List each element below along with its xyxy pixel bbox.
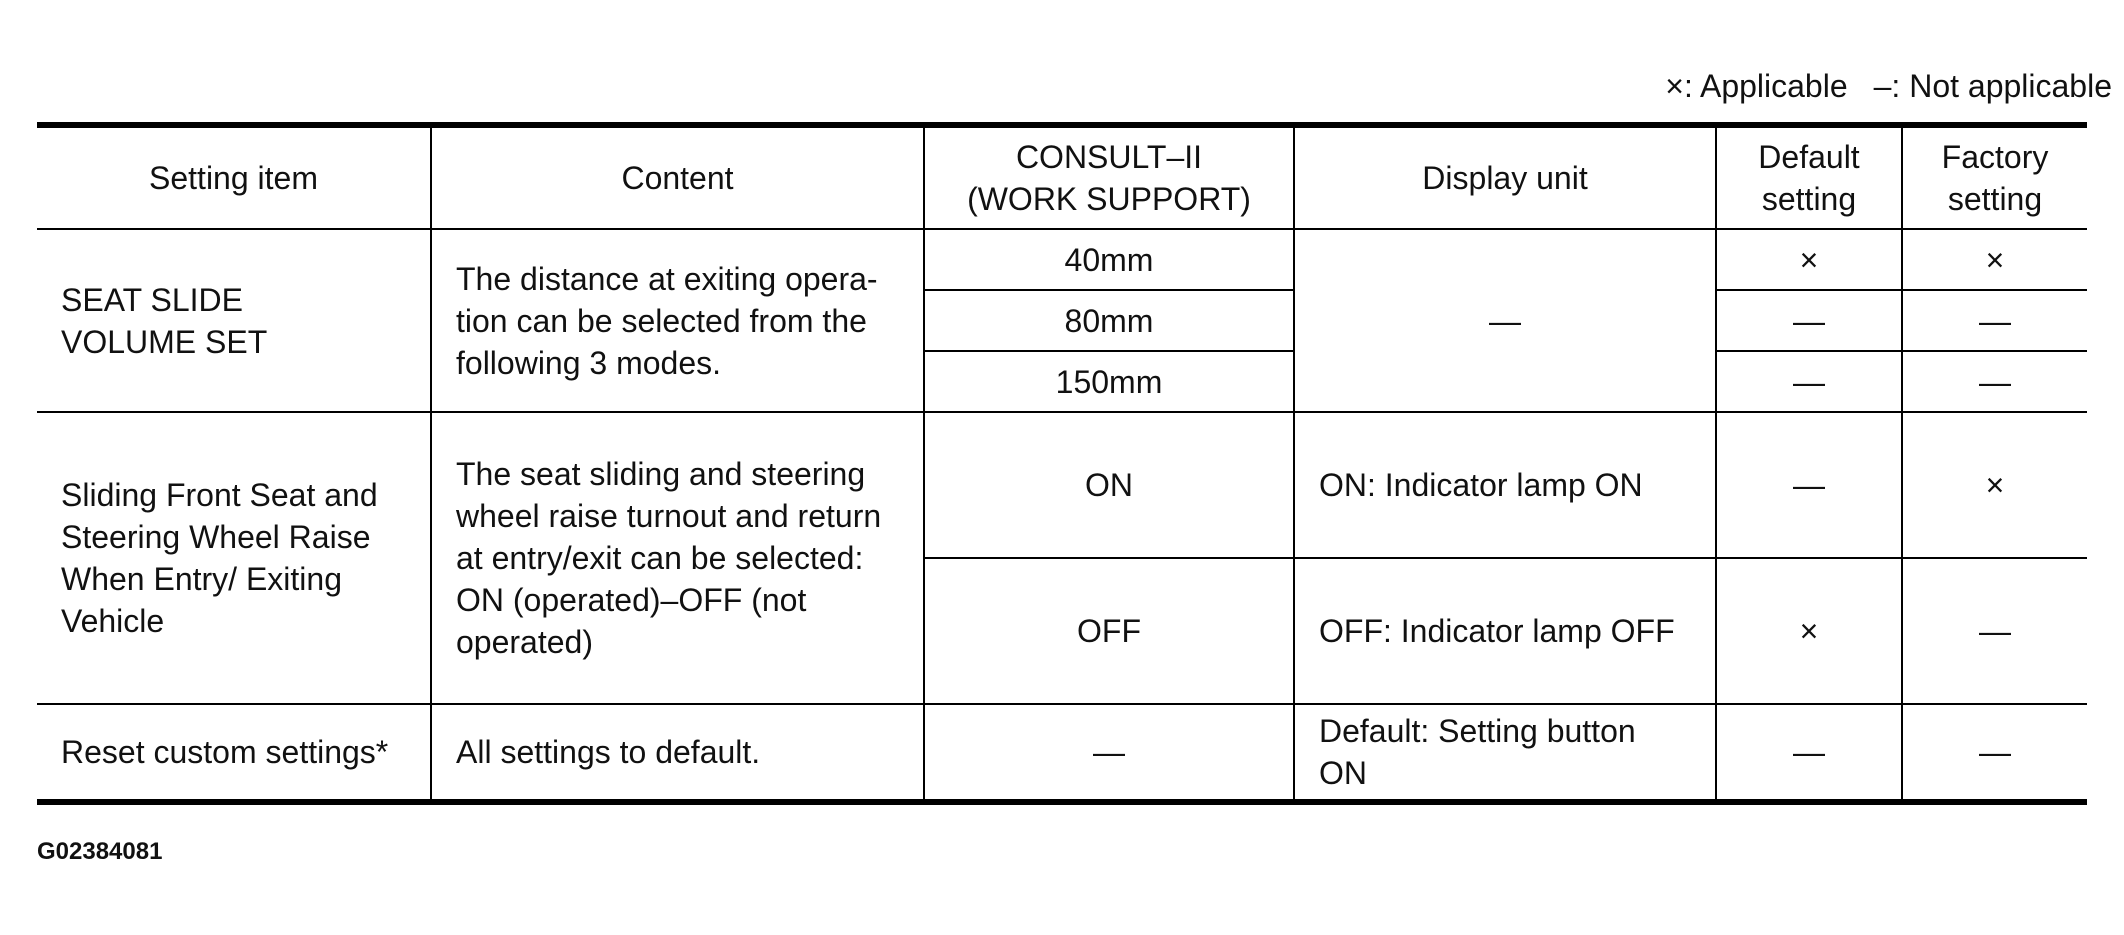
consult-value: OFF	[924, 558, 1294, 704]
consult-value: 80mm	[924, 290, 1294, 351]
factory-setting-mark: ×	[1902, 229, 2087, 290]
consult-value: 150mm	[924, 351, 1294, 412]
default-setting-mark: ×	[1716, 229, 1902, 290]
table-row	[37, 704, 2087, 802]
setting-item-sliding-front-seat: Sliding Front Seat and Steering Wheel Raise When Entry/ Exiting Vehicle	[37, 412, 431, 704]
content-reset: All settings to default.	[431, 704, 924, 802]
display-unit-seat-slide: —	[1294, 229, 1716, 412]
header-default-setting: Default setting	[1716, 125, 1902, 229]
consult-value: 40mm	[924, 229, 1294, 290]
header-display-unit: Display unit	[1294, 125, 1716, 229]
display-unit-value: Default: Setting button ON	[1294, 704, 1716, 802]
default-setting-mark: —	[1716, 412, 1902, 558]
factory-setting-mark: ×	[1902, 412, 2087, 558]
default-setting-mark: —	[1716, 351, 1902, 412]
figure-id: G02384081	[37, 838, 163, 865]
legend-not-applicable: –: Not applicable	[1873, 68, 2112, 104]
consult-value: ON	[924, 412, 1294, 558]
header-setting-item: Setting item	[37, 125, 431, 229]
header-row	[37, 125, 2087, 229]
display-unit-value: OFF: Indicator lamp OFF	[1294, 558, 1716, 704]
display-unit-value: ON: Indicator lamp ON	[1294, 412, 1716, 558]
table-row	[37, 229, 2087, 290]
factory-setting-mark: —	[1902, 558, 2087, 704]
content-seat-slide: The distance at exiting opera- tion can be selected from the following 3 modes.	[431, 229, 924, 412]
default-setting-mark: —	[1716, 290, 1902, 351]
header-content: Content	[431, 125, 924, 229]
table-row	[37, 412, 2087, 558]
settings-table	[37, 122, 2087, 805]
setting-item-seat-slide: SEAT SLIDE VOLUME SET	[37, 229, 431, 412]
factory-setting-mark: —	[1902, 290, 2087, 351]
default-setting-mark: ×	[1716, 558, 1902, 704]
header-factory-setting: Factory setting	[1902, 125, 2087, 229]
header-consult: CONSULT–II (WORK SUPPORT)	[924, 125, 1294, 229]
default-setting-mark: —	[1716, 704, 1902, 802]
legend-applicable: ×: Applicable	[1665, 68, 1848, 104]
factory-setting-mark: —	[1902, 704, 2087, 802]
factory-setting-mark: —	[1902, 351, 2087, 412]
consult-value: —	[924, 704, 1294, 802]
setting-item-reset: Reset custom settings*	[37, 704, 431, 802]
applicability-legend	[1665, 68, 2112, 105]
content-sliding-front-seat: The seat sliding and steering wheel raise turnout and return at entry/exit can be selected: ON (operated)–OFF (not operated)	[431, 412, 924, 704]
